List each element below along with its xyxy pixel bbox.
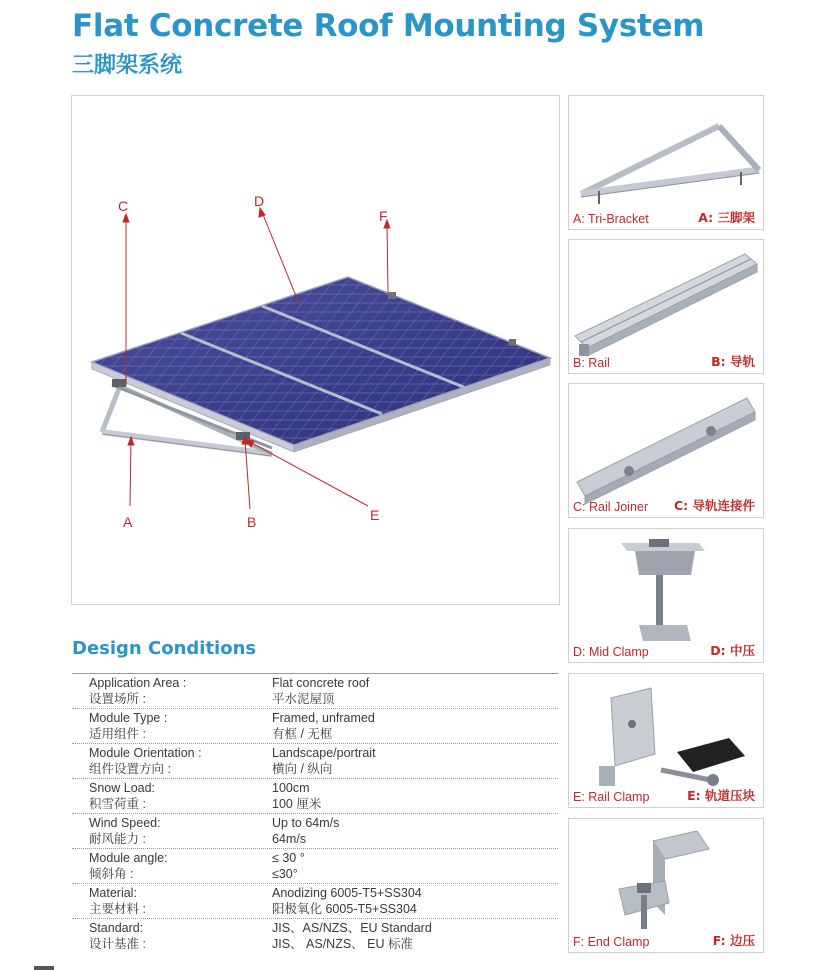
row-label-cn: 组件设置方向 : — [89, 762, 171, 776]
row-label-en: Wind Speed: — [89, 816, 161, 830]
row-label-en: Standard: — [89, 921, 144, 935]
assembly-diagram — [71, 95, 560, 605]
table-row — [72, 709, 558, 744]
table-row — [72, 849, 558, 884]
component-mid-clamp — [568, 528, 764, 663]
row-label-en: Module angle: — [89, 851, 168, 865]
row-label-cn: 设置场所 : — [89, 692, 146, 706]
row-label-cn: 适用组件 : — [89, 727, 146, 741]
component-label-en: E: Rail Clamp — [573, 790, 650, 804]
component-label-cn: E: 轨道压块 — [687, 788, 755, 803]
design-conditions-table — [72, 673, 558, 953]
row-value-en: 100cm — [272, 781, 310, 795]
component-end-clamp — [568, 818, 764, 953]
row-value-cn: 平水泥屋顶 — [272, 692, 335, 706]
row-label-cn: 倾斜角 : — [89, 867, 134, 881]
component-rail — [568, 239, 764, 374]
row-label-en: Application Area : — [89, 676, 187, 690]
table-row — [72, 779, 558, 814]
component-label-cn: F: 边压 — [712, 933, 755, 948]
row-value-en: Flat concrete roof — [272, 676, 370, 690]
row-value-cn: 横向 / 纵向 — [272, 762, 333, 776]
footer-mark — [34, 966, 54, 970]
table-row — [72, 884, 558, 919]
component-tri-bracket — [568, 95, 764, 230]
component-label-cn: C: 导轨连接件 — [673, 498, 755, 513]
row-label-en: Material: — [89, 886, 137, 900]
row-label-en: Module Type : — [89, 711, 168, 725]
row-label-cn: 主要材料 : — [89, 902, 146, 916]
design-conditions-title: Design Conditions — [72, 638, 257, 659]
component-label-en: B: Rail — [573, 356, 610, 370]
row-label-en: Snow Load: — [89, 781, 156, 795]
row-value-en: Anodizing 6005-T5+SS304 — [272, 886, 422, 900]
callout-c: C — [118, 198, 129, 214]
component-rail-clamp — [568, 673, 764, 808]
component-label-cn: D: 中压 — [710, 643, 755, 658]
component-label-en: A: Tri-Bracket — [573, 212, 649, 226]
table-row — [72, 674, 558, 709]
row-label-cn: 积雪荷重 : — [89, 797, 146, 811]
row-value-cn: 100 厘米 — [272, 797, 322, 811]
callout-f: F — [379, 208, 388, 224]
callout-a: A — [123, 514, 133, 530]
row-value-en: Framed, unframed — [272, 711, 375, 725]
component-label-cn: A: 三脚架 — [698, 210, 755, 225]
solar-array-illustration — [72, 96, 561, 606]
row-value-en: ≤ 30 ° — [272, 851, 305, 865]
component-label-en: F: End Clamp — [573, 935, 650, 949]
row-value-cn: 有框 / 无框 — [272, 727, 333, 741]
table-row — [72, 814, 558, 849]
row-label-cn: 耐风能力 : — [89, 832, 146, 846]
row-value-cn: 阳极氧化 6005-T5+SS304 — [272, 902, 417, 916]
row-value-en: Up to 64m/s — [272, 816, 340, 830]
component-label-en: C: Rail Joiner — [573, 500, 649, 514]
row-value-cn: ≤30° — [272, 867, 298, 881]
row-value-en: JIS、AS/NZS、EU Standard — [272, 921, 432, 935]
row-value-cn: JIS、 AS/NZS、 EU 标准 — [272, 937, 413, 951]
component-label-en: D: Mid Clamp — [573, 645, 649, 659]
page-subtitle-cn: 三脚架系统 — [72, 53, 183, 78]
callout-d: D — [254, 193, 265, 209]
component-label-cn: B: 导轨 — [711, 354, 755, 369]
table-row — [72, 919, 558, 953]
row-label-cn: 设计基准 : — [89, 937, 146, 951]
row-value-en: Landscape/portrait — [272, 746, 376, 760]
component-rail-joiner — [568, 383, 764, 518]
callout-e: E — [370, 507, 380, 523]
callout-b: B — [247, 514, 257, 530]
row-value-cn: 64m/s — [272, 832, 307, 846]
table-row — [72, 744, 558, 779]
row-label-en: Module Orientation : — [89, 746, 202, 760]
page-title: Flat Concrete Roof Mounting System — [72, 8, 705, 44]
